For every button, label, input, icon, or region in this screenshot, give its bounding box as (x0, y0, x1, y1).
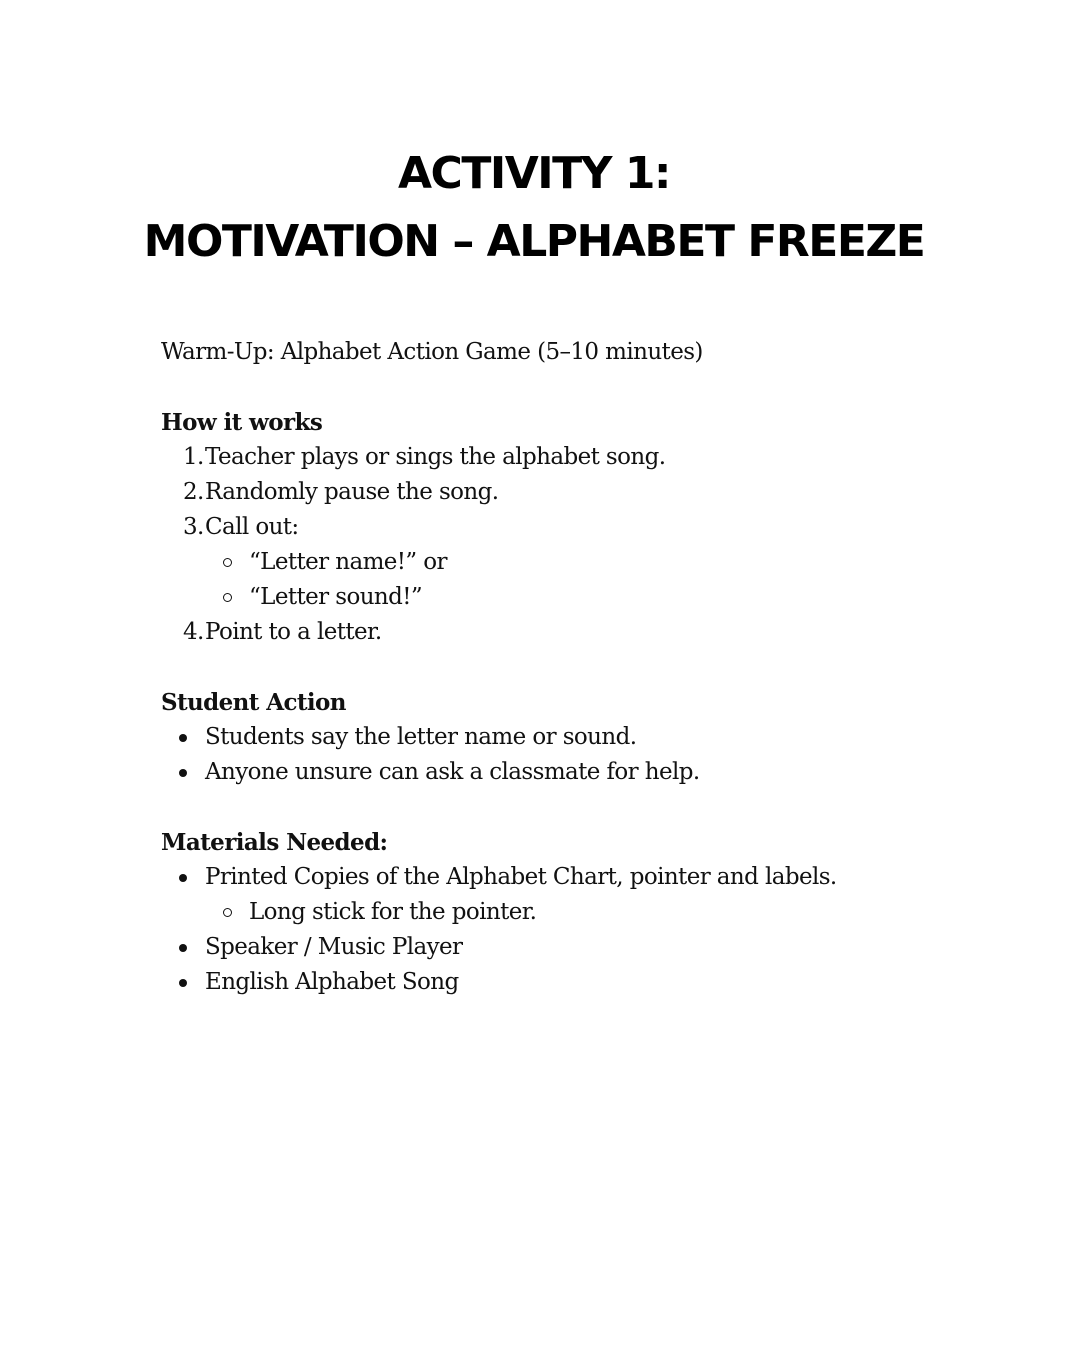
sub-list-item (205, 545, 1021, 580)
intro-text: Warm-Up: Alphabet Action Game (5–10 minutes) (161, 339, 703, 365)
circle-bullet-icon (223, 908, 232, 917)
list-item (161, 930, 1021, 965)
item-text: Anyone unsure can ask a classmate for help. (205, 759, 700, 785)
student-action-list (161, 720, 1021, 790)
spacer (161, 370, 1021, 405)
step-text: Randomly pause the song. (205, 479, 499, 505)
circle-bullet-icon (223, 558, 232, 567)
list-item (161, 860, 1021, 930)
how-it-works-section (161, 405, 1021, 650)
step-text: Point to a letter. (205, 619, 382, 645)
bullet-icon (179, 979, 187, 987)
list-item (161, 475, 1021, 510)
list-item (161, 965, 1021, 1000)
item-text: Speaker / Music Player (205, 934, 463, 960)
list-item (161, 720, 1021, 755)
step-number: 1. (183, 444, 204, 470)
step-number: 2. (183, 479, 204, 505)
item-text: English Alphabet Song (205, 969, 459, 995)
sub-item-text: “Letter sound!” (249, 584, 423, 610)
item-text: Students say the letter name or sound. (205, 724, 637, 750)
list-item (161, 755, 1021, 790)
list-item (161, 615, 1021, 650)
document-body (161, 335, 1021, 1000)
title-line-1: ACTIVITY 1: (397, 148, 671, 199)
step-text: Call out: (205, 514, 299, 540)
item-text: Printed Copies of the Alphabet Chart, pointer and labels. (205, 864, 837, 890)
student-action-heading: Student Action (161, 689, 346, 716)
bullet-icon (179, 734, 187, 742)
spacer (161, 650, 1021, 685)
steps-list (161, 440, 1021, 650)
step-number: 4. (183, 619, 204, 645)
page-title (0, 140, 1068, 276)
how-it-works-heading: How it works (161, 409, 323, 436)
sub-item-text: “Letter name!” or (249, 549, 447, 575)
bullet-icon (179, 874, 187, 882)
materials-heading: Materials Needed: (161, 829, 388, 856)
sub-list (205, 545, 1021, 615)
title-line-2: MOTIVATION – ALPHABET FREEZE (143, 216, 925, 267)
sub-list (205, 895, 1021, 930)
bullet-icon (179, 944, 187, 952)
circle-bullet-icon (223, 593, 232, 602)
student-action-section (161, 685, 1021, 790)
bullet-icon (179, 769, 187, 777)
materials-section (161, 825, 1021, 1000)
spacer (161, 790, 1021, 825)
sub-item-text: Long stick for the pointer. (249, 899, 537, 925)
step-text: Teacher plays or sings the alphabet song. (205, 444, 666, 470)
sub-list-item (205, 580, 1021, 615)
materials-list (161, 860, 1021, 1000)
sub-list-item (205, 895, 1021, 930)
step-number: 3. (183, 514, 204, 540)
list-item (161, 510, 1021, 615)
list-item (161, 440, 1021, 475)
